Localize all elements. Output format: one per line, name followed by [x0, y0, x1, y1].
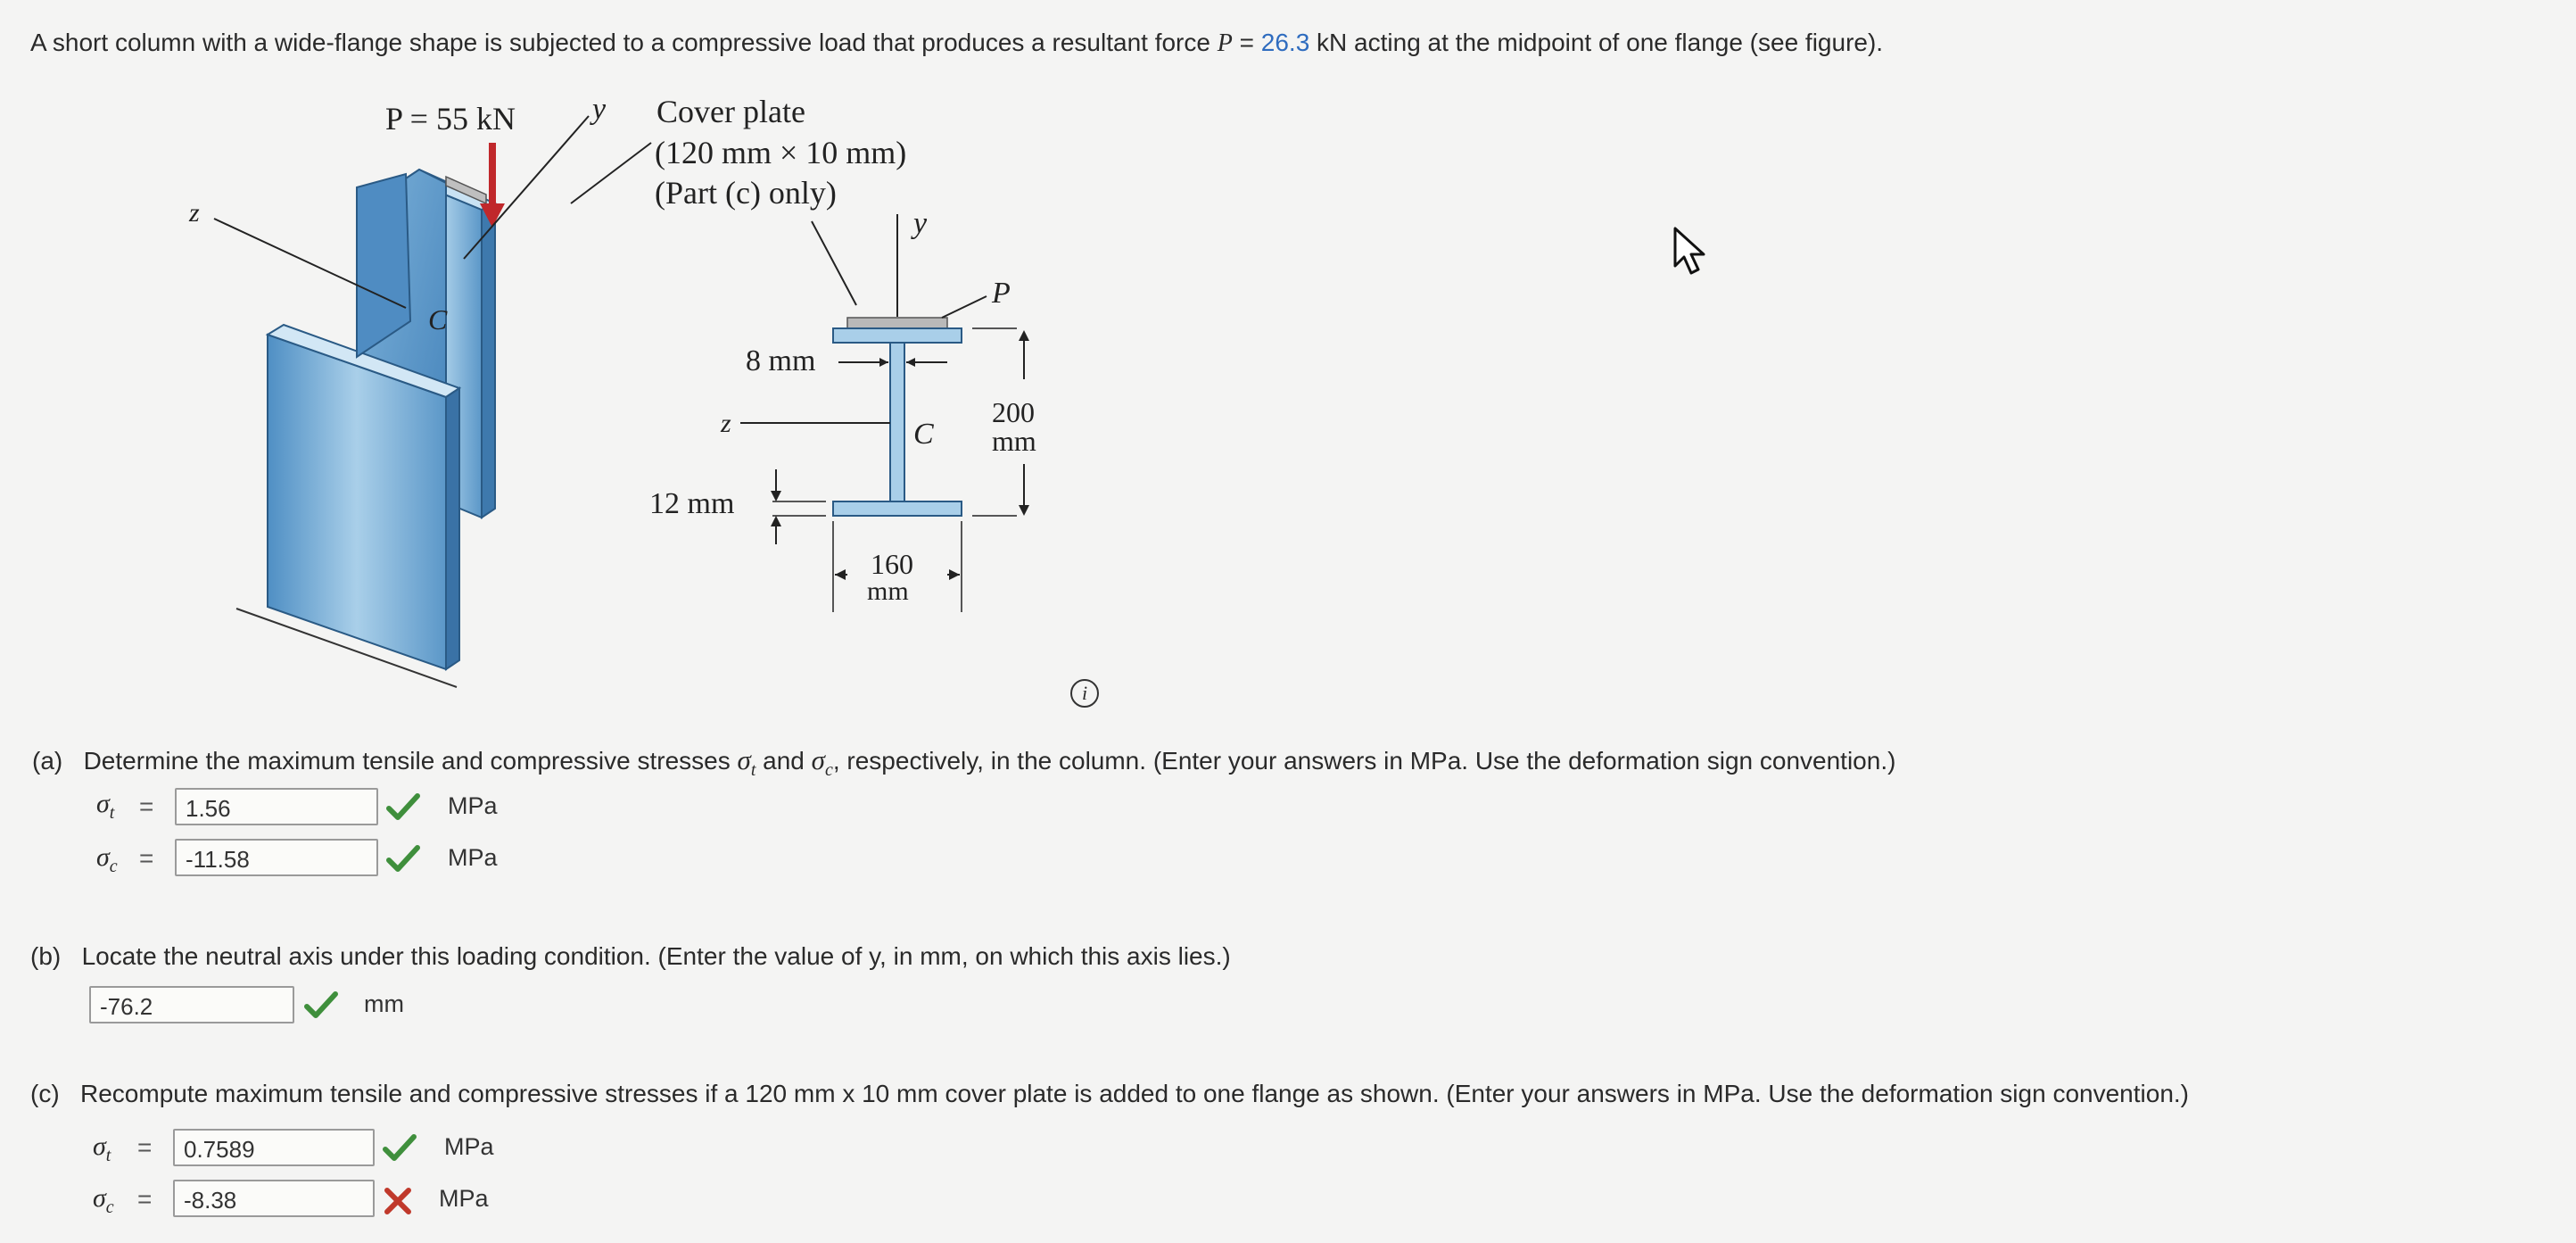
depth-unit-label: mm — [992, 425, 1036, 457]
intro-force-value: 26.3 — [1260, 29, 1310, 56]
part-c-text: Recompute maximum tensile and compressive stresses if a 120 mm x 10 mm cover plate is added to one flange as shown. (Enter your answers in MPa. Use the deformation sign convention.) — [80, 1080, 2189, 1107]
part-c-sigma-c-equals: = — [137, 1185, 153, 1213]
section-centroid-label: C — [913, 418, 934, 451]
flange-thickness-label: 12 mm — [649, 487, 735, 520]
part-c-sigma-t-symbol: $\sigma_t$ — [93, 1131, 111, 1165]
part-c-sigma-t-equals: = — [137, 1133, 153, 1161]
part-a-sigma-t-check-icon — [385, 792, 421, 823]
part-a-sigma-t-input[interactable]: 1.56 — [175, 788, 378, 825]
part-a-sigma-c-input[interactable]: -11.58 — [175, 839, 378, 876]
intro-text: A short column with a wide-flange shape is subjected to a compressive load that produces a resultant force — [30, 29, 1218, 56]
part-c-sigma-t-input[interactable]: 0.7589 — [173, 1129, 375, 1166]
part-a-sigma-c-check-icon — [385, 844, 421, 874]
part-c-sigma-c-cross-icon — [382, 1185, 414, 1215]
front-flange-right — [446, 388, 459, 669]
section-bottom-flange — [833, 501, 962, 516]
section-p-leader — [942, 296, 987, 318]
y-axis-line — [464, 116, 589, 259]
section-cover-leader — [812, 221, 856, 305]
info-icon-glyph: i — [1081, 682, 1088, 704]
part-a-sigma-t-unit: MPa — [448, 792, 498, 819]
width-unit-label: mm — [867, 576, 909, 606]
part-a-text-1: Determine the maximum tensile and compressive stresses — [83, 747, 738, 775]
centroid-label-3d: C — [428, 303, 448, 336]
axis-z-label-3d: z — [189, 198, 200, 228]
web-thickness-label: 8 mm — [746, 344, 816, 377]
part-a-sigma-c-equals: = — [139, 844, 154, 872]
intro-var-p: P — [1217, 29, 1233, 57]
part-c-sigma-c-unit: MPa — [439, 1185, 489, 1212]
cover-plate-leader — [571, 143, 651, 203]
depth-value-label: 200 — [992, 396, 1035, 428]
part-a-label: (a) — [32, 747, 63, 775]
part-a-text-3: , respectively, in the column. (Enter your answers in MPa. Use the deformation sign convention.) — [832, 747, 1896, 775]
part-a-sigma-c-symbol: $\sigma_c$ — [96, 842, 118, 876]
mouse-cursor-icon — [1672, 225, 1714, 278]
load-label: P = 55 kN — [385, 101, 516, 137]
section-web — [890, 343, 904, 501]
part-a-question — [32, 744, 1895, 781]
axis-y-label-3d: y — [592, 93, 607, 126]
part-b-text: Locate the neutral axis under this loading condition. (Enter the value of y, in mm, on which this axis lies.) — [81, 942, 1231, 970]
part-c-label: (c) — [30, 1080, 60, 1107]
part-c-sigma-t-check-icon — [382, 1133, 417, 1164]
section-z-label: z — [721, 409, 731, 438]
part-a-text-2: and — [755, 747, 812, 775]
cover-plate-label-1: Cover plate — [656, 94, 805, 129]
part-c-sigma-t-unit: MPa — [444, 1133, 494, 1160]
info-icon[interactable] — [1070, 679, 1099, 708]
section-cover-plate — [847, 318, 947, 328]
width-value-label: 160 — [871, 548, 913, 580]
intro-text-end: kN acting at the midpoint of one flange (see figure). — [1309, 29, 1884, 56]
cover-plate-label-3: (Part (c) only) — [655, 175, 837, 211]
part-c-sigma-c-input[interactable]: -8.38 — [173, 1180, 375, 1217]
part-b-question — [30, 942, 1231, 971]
column-3d-illustration — [178, 62, 660, 705]
part-c-question — [30, 1080, 2189, 1108]
part-b-neutral-axis-input[interactable]: -76.2 — [89, 986, 294, 1023]
section-y-label: y — [913, 207, 928, 240]
part-a-sigma-t-inline: $\sigma_t$ — [737, 744, 756, 781]
part-a-sigma-t-equals: = — [139, 792, 154, 820]
part-b-label: (b) — [30, 942, 62, 970]
back-flange-right — [482, 203, 495, 518]
part-b-check-icon — [303, 990, 339, 1021]
section-p-label: P — [992, 277, 1011, 310]
part-b-unit: mm — [364, 990, 404, 1017]
cover-plate-label-2: (120 mm × 10 mm) — [655, 135, 907, 170]
intro-equals: = — [1232, 29, 1261, 56]
part-a-sigma-c-unit: MPa — [448, 844, 498, 871]
part-c-sigma-c-symbol: $\sigma_c$ — [93, 1183, 114, 1217]
section-top-flange — [833, 328, 962, 343]
problem-statement — [30, 29, 1883, 58]
part-a-sigma-c-inline: $\sigma_c$ — [811, 744, 833, 781]
part-a-sigma-t-symbol: $\sigma_t$ — [96, 789, 115, 823]
